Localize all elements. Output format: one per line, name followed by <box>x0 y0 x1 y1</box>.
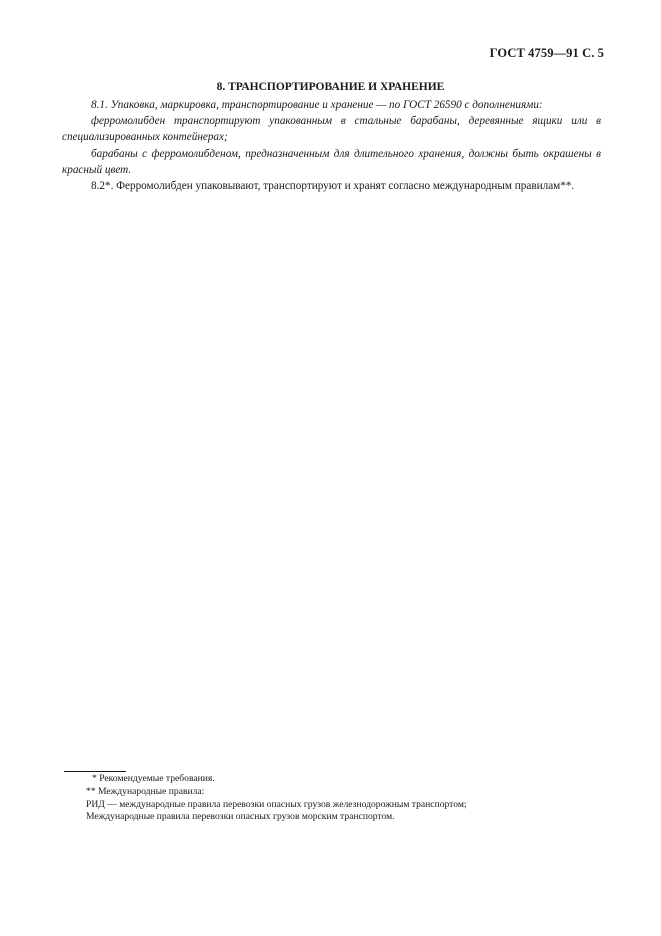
footnote-divider <box>64 771 126 772</box>
footnote-international-rules: ** Международные правила: <box>86 785 205 797</box>
paragraph-8-1-item-drums: барабаны с ферромолибденом, предназначенным для длительного хранения, должны быть окрашены в красный цвет. <box>62 147 601 176</box>
paragraph-8-2: 8.2*. Ферромолибден упаковывают, транспортируют и хранят согласно международным правилам**. <box>91 180 575 193</box>
running-head: ГОСТ 4759—91 С. 5 <box>489 46 604 60</box>
footnotes <box>86 773 606 824</box>
footnote-recommended: * Рекомендуемые требования. <box>92 773 215 784</box>
footnote-rid: РИД — международные правила перевозки опасных грузов железнодорожным транспортом; <box>86 798 467 810</box>
paragraph-8-1: 8.1. Упаковка, маркировка, транспортирование и хранение — по ГОСТ 26590 с дополнениями: <box>91 99 543 111</box>
section-title: 8. ТРАНСПОРТИРОВАНИЕ И ХРАНЕНИЕ <box>216 81 445 93</box>
paragraph-8-1-item-transport: ферромолибден транспортируют упакованным в стальные барабаны, деревянные ящики или в специализированных контейнерах; <box>62 115 601 144</box>
section-body <box>62 97 601 194</box>
footnote-sea-transport: Международные правила перевозки опасных грузов морским транспортом. <box>86 811 395 823</box>
